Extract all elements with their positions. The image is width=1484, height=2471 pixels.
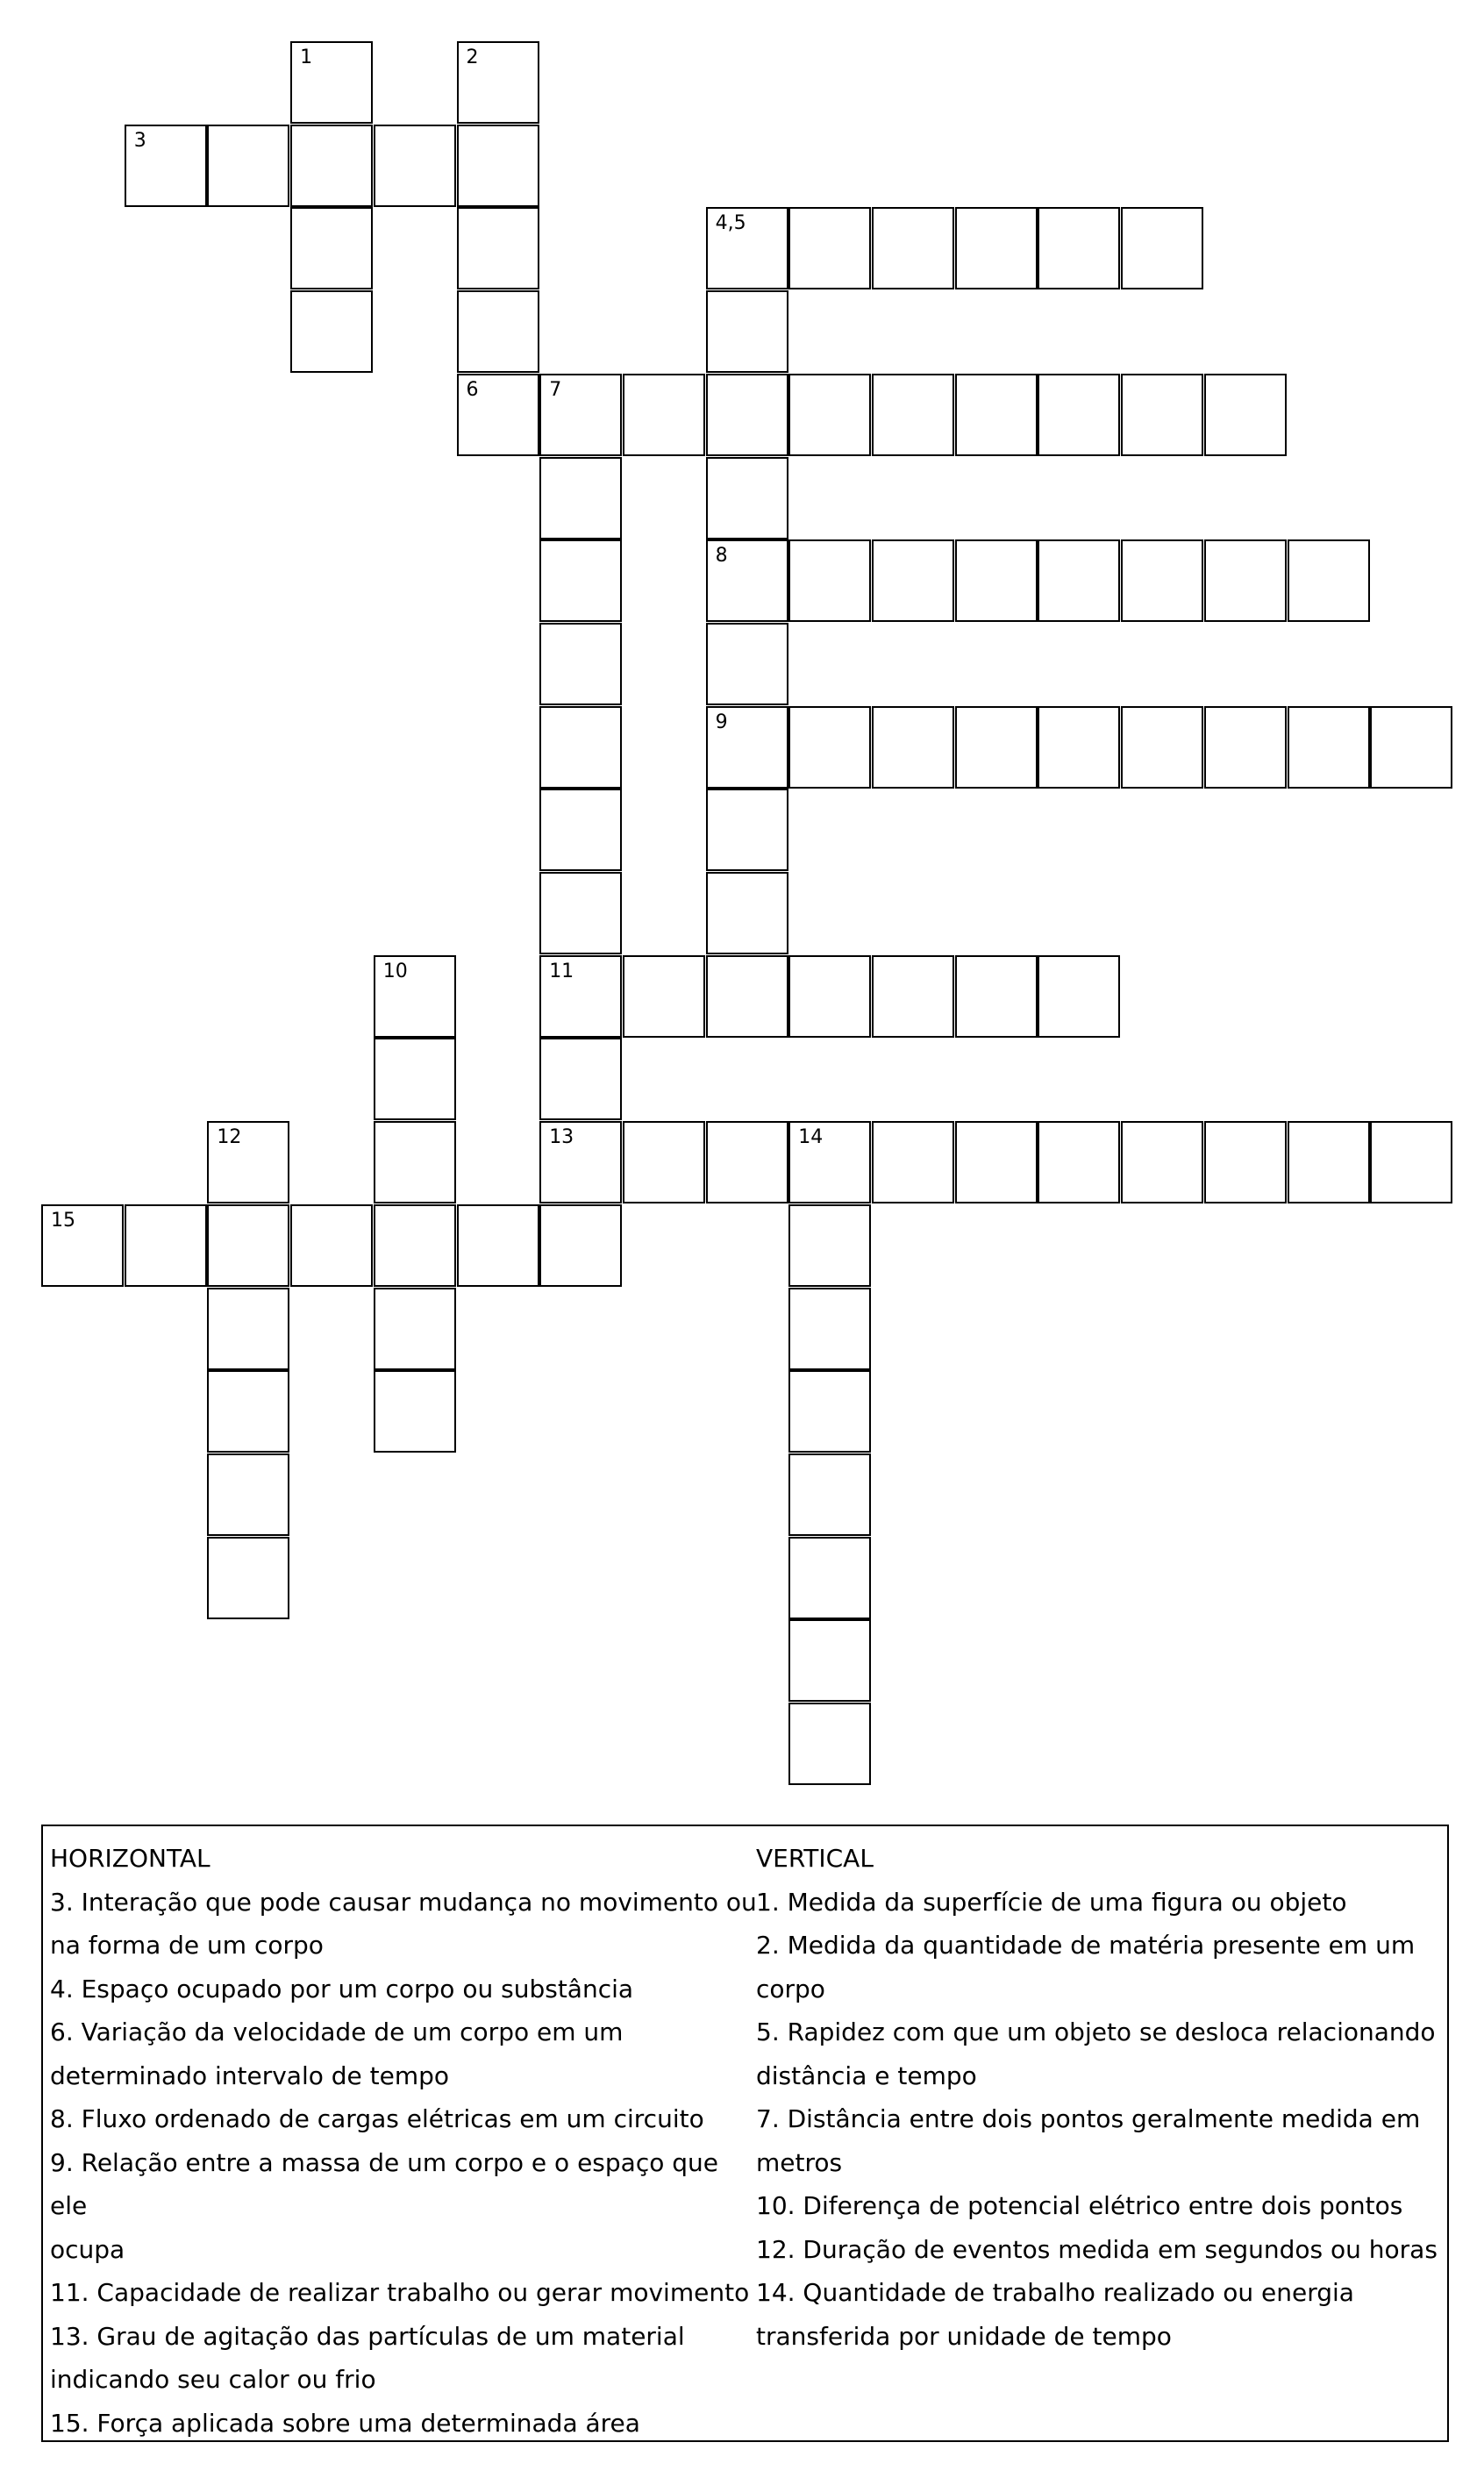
crossword-cell[interactable] [374,1370,456,1453]
crossword-cell[interactable] [374,1038,456,1120]
crossword-cell[interactable] [290,1204,373,1287]
horizontal-clue-line: 13. Grau de agitação das partículas de um material [50,2321,685,2351]
crossword-cell[interactable] [290,41,373,124]
crossword-cell[interactable] [706,374,788,456]
vertical-clue-line: 12. Duração de eventos medida em segundos ou horas [756,2234,1438,2264]
crossword-cell[interactable] [872,706,954,789]
vertical-clues [756,1837,1449,2358]
clue-number: 9 [715,711,728,733]
crossword-cell[interactable] [539,955,622,1038]
crossword-cell[interactable] [1038,207,1120,289]
clue-number: 14 [798,1126,824,1149]
vertical-clue-line: corpo [756,1974,825,2003]
crossword-cell[interactable] [41,1204,124,1287]
horizontal-clue-line: 8. Fluxo ordenado de cargas elétricas em um circuito [50,2104,704,2133]
crossword-cell[interactable] [1204,1121,1287,1203]
crossword-cell[interactable] [1204,374,1287,456]
clue-number: 11 [549,960,574,982]
crossword-cell[interactable] [457,125,539,207]
crossword-cell[interactable] [290,207,373,289]
crossword-cell[interactable] [207,1537,289,1619]
crossword-cell[interactable] [1204,706,1287,789]
crossword-cell[interactable] [1038,539,1120,622]
clue-number: 6 [466,378,479,401]
crossword-cell[interactable] [706,789,788,871]
crossword-cell[interactable] [788,1453,871,1536]
crossword-cell[interactable] [374,1121,456,1203]
clue-number: 2 [466,46,479,68]
clue-number: 7 [549,378,562,401]
vertical-heading: VERTICAL [756,1844,874,1873]
crossword-cell[interactable] [872,374,954,456]
crossword-cell[interactable] [955,1121,1038,1203]
crossword-cell[interactable] [706,872,788,954]
crossword-cell[interactable] [1288,706,1370,789]
crossword-cell[interactable] [872,1121,954,1203]
crossword-cell[interactable] [788,207,871,289]
crossword-cell[interactable] [788,1537,871,1619]
crossword-cell[interactable] [539,1038,622,1120]
vertical-clue-line: 5. Rapidez com que um objeto se desloca relacionando [756,2018,1436,2046]
crossword-cell[interactable] [955,374,1038,456]
vertical-clue-line: 10. Diferença de potencial elétrico entre dois pontos [756,2191,1403,2220]
vertical-clue-line: metros [756,2147,843,2177]
vertical-clue-line: 2. Medida da quantidade de matéria presente em um [756,1931,1416,1960]
vertical-clue-line: distância e tempo [756,2060,977,2090]
horizontal-clue-line: 6. Variação da velocidade de um corpo em um [50,2018,624,2046]
crossword-cell[interactable] [1121,207,1203,289]
crossword-cell[interactable] [872,207,954,289]
crossword-cell[interactable] [457,1204,539,1287]
crossword-cell[interactable] [623,1121,705,1203]
crossword-cell[interactable] [207,125,289,207]
vertical-clue-line: 1. Medida da superfície de uma figura ou objeto [756,1887,1347,1917]
crossword-cell[interactable] [706,623,788,705]
clues-box [41,1825,1449,2442]
crossword-cell[interactable] [207,1453,289,1536]
crossword-cell[interactable] [539,374,622,456]
clue-number: 13 [549,1126,574,1149]
crossword-cell[interactable] [623,955,705,1038]
crossword-cell[interactable] [788,706,871,789]
vertical-clue-line: 7. Distância entre dois pontos geralmente medida em [756,2104,1421,2133]
crossword-cell[interactable] [788,1703,871,1785]
clue-number: 4,5 [715,212,746,235]
crossword-cell[interactable] [539,623,622,705]
crossword-cell[interactable] [1121,1121,1203,1203]
crossword-cell[interactable] [788,1370,871,1453]
crossword-cell[interactable] [1038,374,1120,456]
crossword-cell[interactable] [539,1204,622,1287]
vertical-clue-line: 14. Quantidade de trabalho realizado ou energia [756,2278,1354,2307]
crossword-cell[interactable] [207,1121,289,1203]
horizontal-clue-line: 9. Relação entre a massa de um corpo e o espaço que ele [50,2147,719,2220]
crossword-cell[interactable] [788,1121,871,1203]
crossword-cell[interactable] [955,706,1038,789]
crossword-cell[interactable] [872,955,954,1038]
clue-number: 15 [51,1209,75,1232]
crossword-cell[interactable] [1038,955,1120,1038]
horizontal-clue-line: determinado intervalo de tempo [50,2060,450,2090]
crossword-cell[interactable] [623,374,705,456]
crossword-cell[interactable] [290,125,373,207]
crossword-cell[interactable] [539,457,622,539]
crossword-cell[interactable] [539,789,622,871]
crossword-cell[interactable] [788,1619,871,1702]
crossword-cell[interactable] [872,539,954,622]
crossword-cell[interactable] [1038,706,1120,789]
crossword-cell[interactable] [706,207,788,289]
clue-number: 3 [133,129,146,152]
vertical-clue-line: transferida por unidade de tempo [756,2321,1172,2351]
crossword-cell[interactable] [374,1204,456,1287]
crossword-cell[interactable] [1288,539,1370,622]
crossword-cell[interactable] [1038,1121,1120,1203]
crossword-cell[interactable] [539,539,622,622]
horizontal-clue-line: 15. Força aplicada sobre uma determinada área [50,2408,640,2438]
crossword-cell[interactable] [955,539,1038,622]
crossword-cell[interactable] [539,706,622,789]
crossword-cell[interactable] [290,290,373,373]
horizontal-clue-line: na forma de um corpo [50,1931,324,1960]
crossword-cell[interactable] [955,207,1038,289]
crossword-cell[interactable] [788,1288,871,1370]
clue-number: 8 [715,545,728,568]
crossword-cell[interactable] [706,706,788,789]
horizontal-clues [50,1837,760,2445]
crossword-cell[interactable] [207,1288,289,1370]
crossword-cell[interactable] [457,374,539,456]
crossword-cell[interactable] [788,1204,871,1287]
horizontal-clue-line: ocupa [50,2234,125,2264]
crossword-cell[interactable] [374,955,456,1038]
crossword-cell[interactable] [457,207,539,289]
crossword-cell[interactable] [1288,1121,1370,1203]
crossword-cell[interactable] [125,1204,207,1287]
crossword-cell[interactable] [788,539,871,622]
crossword-cell[interactable] [706,955,788,1038]
crossword-cell[interactable] [1204,539,1287,622]
horizontal-heading: HORIZONTAL [50,1844,210,1873]
crossword-cell[interactable] [706,1121,788,1203]
crossword-cell[interactable] [1370,1121,1452,1203]
crossword-cell[interactable] [1121,706,1203,789]
crossword-cell[interactable] [125,125,207,207]
crossword-cell[interactable] [539,872,622,954]
clue-number: 12 [217,1126,242,1149]
crossword-cell[interactable] [706,539,788,622]
clue-number: 10 [382,960,408,982]
horizontal-clue-line: indicando seu calor ou frio [50,2365,376,2394]
crossword-cell[interactable] [706,290,788,373]
crossword-cell[interactable] [1370,706,1452,789]
clue-number: 1 [300,46,313,68]
horizontal-clue-line: 3. Interação que pode causar mudança no movimento ou [50,1887,757,1917]
crossword-cell[interactable] [1121,374,1203,456]
crossword-cell[interactable] [706,457,788,539]
crossword-cell[interactable] [374,125,456,207]
crossword-cell[interactable] [788,374,871,456]
crossword-cell[interactable] [207,1204,289,1287]
crossword-cell[interactable] [457,41,539,124]
crossword-cell[interactable] [207,1370,289,1453]
crossword-cell[interactable] [788,955,871,1038]
horizontal-clue-line: 11. Capacidade de realizar trabalho ou gerar movimento [50,2278,750,2307]
crossword-cell[interactable] [374,1288,456,1370]
crossword-cell[interactable] [457,290,539,373]
crossword-cell[interactable] [1121,539,1203,622]
crossword-cell[interactable] [539,1121,622,1203]
horizontal-clue-line: 4. Espaço ocupado por um corpo ou substância [50,1974,634,2003]
crossword-cell[interactable] [955,955,1038,1038]
